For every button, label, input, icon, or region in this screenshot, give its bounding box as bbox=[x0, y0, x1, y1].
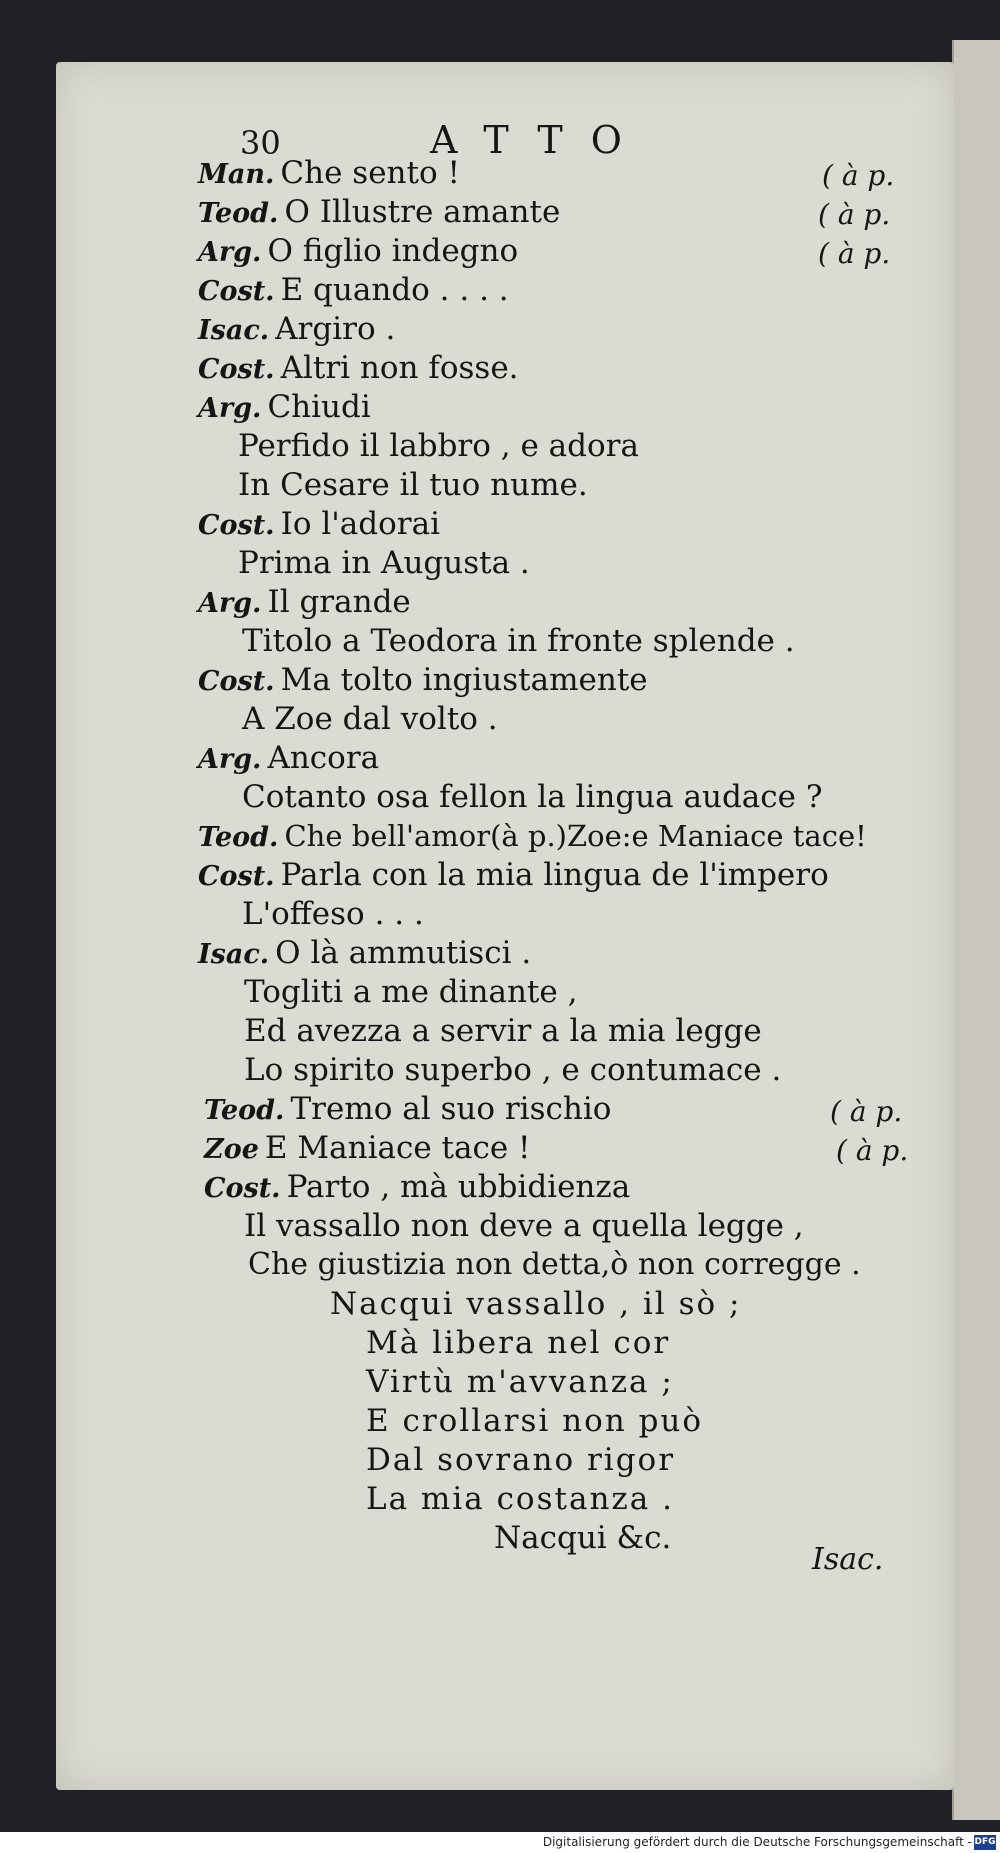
line-text: O là ammutisci . bbox=[275, 935, 532, 971]
line-text: L'offeso . . . bbox=[242, 896, 424, 932]
line-text: Il grande bbox=[267, 584, 411, 620]
next-page-edge bbox=[952, 40, 1000, 1820]
line-text: Che giustizia non detta,ò non corregge . bbox=[248, 1247, 861, 1282]
dialogue-line bbox=[198, 153, 460, 193]
dialogue-line bbox=[244, 1206, 804, 1246]
dialogue-line bbox=[198, 192, 560, 232]
aside-marker: ( à p. bbox=[822, 159, 895, 192]
line-text: Lo spirito superbo , e contumace . bbox=[244, 1052, 782, 1088]
line-text: Parla con la mia lingua de l'impero bbox=[280, 857, 829, 893]
dialogue-line bbox=[248, 1245, 861, 1285]
dialogue-line bbox=[238, 543, 530, 583]
speaker-label: Man. bbox=[198, 159, 275, 190]
dialogue-line bbox=[204, 1089, 611, 1129]
line-text: Ancora bbox=[267, 740, 380, 776]
speaker-label: Cost. bbox=[198, 510, 275, 541]
line-text: Nacqui &c. bbox=[494, 1520, 672, 1556]
line-text: Altri non fosse. bbox=[280, 350, 519, 386]
dialogue-line bbox=[198, 231, 518, 271]
line-text: Cotanto osa fellon la lingua audace ? bbox=[242, 779, 823, 815]
dialogue-line bbox=[198, 582, 411, 622]
speaker-label: Cost. bbox=[198, 354, 275, 385]
line-text: Prima in Augusta . bbox=[238, 545, 530, 581]
dialogue-line bbox=[366, 1401, 703, 1441]
dialogue-line bbox=[494, 1518, 671, 1558]
line-text: Nacqui vassallo , il sò ; bbox=[330, 1286, 742, 1322]
line-text: Perfido il labbro , e adora bbox=[238, 428, 639, 464]
dialogue-line bbox=[204, 1128, 531, 1168]
dialogue-line bbox=[198, 504, 440, 544]
digitization-footer bbox=[0, 1832, 1000, 1853]
dialogue-line bbox=[198, 660, 648, 700]
aside-marker: ( à p. bbox=[818, 237, 891, 270]
dialogue-line bbox=[242, 699, 498, 739]
dialogue-line bbox=[198, 738, 379, 778]
speaker-label: Arg. bbox=[198, 237, 262, 268]
dialogue-line bbox=[242, 894, 424, 934]
line-text: E Maniace tace ! bbox=[264, 1130, 531, 1166]
line-text: E crollarsi non può bbox=[366, 1403, 704, 1439]
line-text: Io l'adorai bbox=[280, 506, 440, 542]
dialogue-line bbox=[198, 387, 371, 427]
footer-credit: Digitalisierung gefördert durch die Deutsche Forschungsgemeinschaft - bbox=[542, 1835, 972, 1849]
speaker-label: Teod. bbox=[198, 822, 279, 853]
line-text: La mia costanza . bbox=[366, 1481, 674, 1517]
line-text: O Illustre amante bbox=[284, 194, 561, 230]
line-text: E quando . . . . bbox=[280, 272, 509, 308]
speaker-label: Arg. bbox=[198, 393, 262, 424]
dfg-logo-icon: DFG bbox=[974, 1835, 996, 1850]
line-text: Ed avezza a servir a la mia legge bbox=[244, 1013, 762, 1049]
dialogue-line bbox=[204, 1167, 630, 1207]
dialogue-line bbox=[242, 621, 795, 661]
dialogue-line bbox=[366, 1323, 670, 1363]
line-text: Chiudi bbox=[267, 389, 371, 425]
dialogue-line bbox=[198, 933, 531, 973]
line-text: A Zoe dal volto . bbox=[242, 701, 498, 737]
speaker-label: Cost. bbox=[198, 276, 275, 307]
speaker-label: Teod. bbox=[198, 198, 279, 229]
dialogue-line bbox=[330, 1284, 741, 1324]
speaker-label: Cost. bbox=[204, 1173, 281, 1204]
line-text: Dal sovrano rigor bbox=[366, 1442, 676, 1478]
line-text: O figlio indegno bbox=[267, 233, 519, 269]
dialogue-line bbox=[244, 972, 577, 1012]
dialogue-line bbox=[198, 270, 509, 310]
catchword: Isac. bbox=[812, 1542, 884, 1577]
line-text: Argiro . bbox=[275, 311, 396, 347]
aside-marker: ( à p. bbox=[836, 1134, 909, 1167]
speaker-label: Zoe bbox=[204, 1134, 259, 1165]
speaker-label: Cost. bbox=[198, 666, 275, 697]
line-text: Ma tolto ingiustamente bbox=[280, 662, 648, 698]
speaker-label: Isac. bbox=[198, 939, 270, 970]
line-text: Titolo a Teodora in fronte splende . bbox=[242, 623, 795, 659]
line-text: Togliti a me dinante , bbox=[244, 974, 578, 1010]
line-text: Mà libera nel cor bbox=[366, 1325, 671, 1361]
page-number: 30 bbox=[240, 124, 281, 162]
speaker-label: Arg. bbox=[198, 744, 262, 775]
dialogue-line bbox=[242, 777, 822, 817]
running-title: ATTO bbox=[430, 118, 650, 162]
dialogue-line bbox=[198, 348, 519, 388]
dialogue-line bbox=[366, 1362, 674, 1402]
line-text: Che bell'amor(à p.)Zoe:e Maniace tace! bbox=[284, 819, 867, 853]
speaker-label: Cost. bbox=[198, 861, 275, 892]
line-text: Tremo al suo rischio bbox=[290, 1091, 612, 1127]
speaker-label: Arg. bbox=[198, 588, 262, 619]
dialogue-line bbox=[238, 465, 588, 505]
dialogue-line bbox=[244, 1050, 781, 1090]
line-text: Che sento ! bbox=[280, 155, 460, 191]
line-text: Il vassallo non deve a quella legge , bbox=[244, 1208, 804, 1244]
line-text: In Cesare il tuo nume. bbox=[238, 467, 588, 503]
dialogue-line bbox=[198, 816, 867, 856]
aside-marker: ( à p. bbox=[830, 1095, 903, 1128]
dialogue-line bbox=[198, 855, 829, 895]
dialogue-line bbox=[244, 1011, 762, 1051]
line-text: Virtù m'avvanza ; bbox=[366, 1364, 674, 1400]
aside-marker: ( à p. bbox=[818, 198, 891, 231]
dialogue-line bbox=[366, 1440, 675, 1480]
dialogue-line bbox=[366, 1479, 674, 1519]
speaker-label: Isac. bbox=[198, 315, 270, 346]
dialogue-line bbox=[198, 309, 395, 349]
line-text: Parto , mà ubbidienza bbox=[286, 1169, 631, 1205]
speaker-label: Teod. bbox=[204, 1095, 285, 1126]
dialogue-line bbox=[238, 426, 639, 466]
